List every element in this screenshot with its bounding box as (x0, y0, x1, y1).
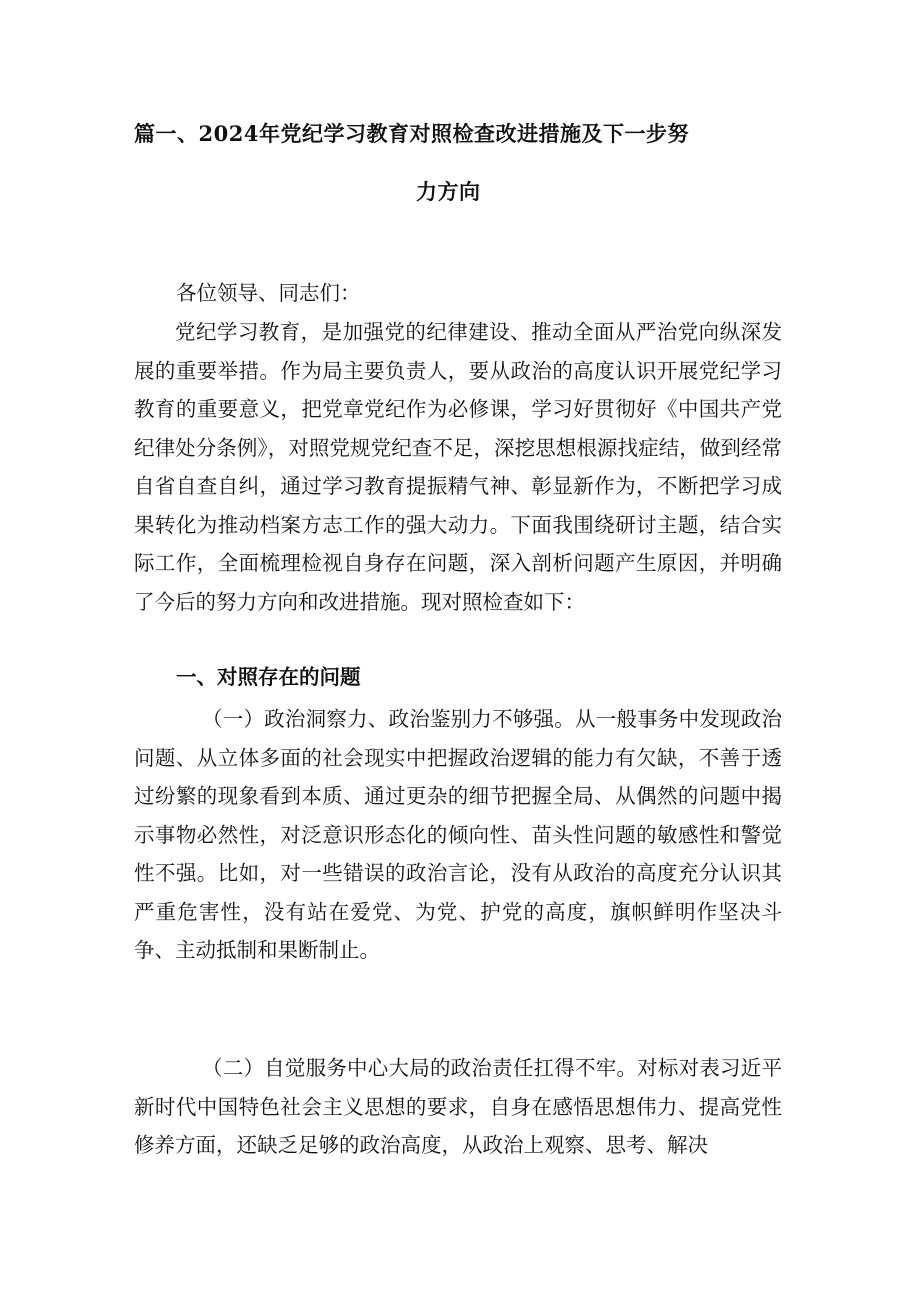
paragraph-problem-2: （二）自觉服务中心大局的政治责任扛得不牢。对标对表习近平新时代中国特色社会主义思想的要求，自身在感悟思想伟力、提高党性修养方面，还缺乏足够的政治高度，从政治上观察、思考、解决 (134, 1056, 782, 1157)
paragraph-problem-1: （一）政治洞察力、政治鉴别力不够强。从一般事务中发现政治问题、从立体多面的社会现实中把握政治逻辑的能力有欠缺，不善于透过纷繁的现象看到本质、通过更杂的细节把握全局、从偶然的问题中揭示事物必然性，对泛意识形态化的倾向性、苗头性问题的敏感性和警觉性不强。比如，对一些错误的政治言论，没有从政治的高度充分认识其严重危害性，没有站在爱党、为党、护党的高度，旗帜鲜明作坚决斗争、主动抵制和果断制止。 (134, 707, 782, 962)
document-title-line-1: 篇一、2024年党纪学习教育对照检查改进措施及下一步努 (134, 121, 689, 146)
greeting: 各位领导、同志们： (176, 281, 361, 305)
document-title-line-2: 力方向 (416, 179, 481, 204)
paragraph-intro: 党纪学习教育，是加强党的纪律建设、推动全面从严治党向纵深发展的重要举措。作为局主要负责人，要从政治的高度认识开展党纪学习教育的重要意义，把党章党纪作为必修课，学习好贯彻好《中国共产党纪律处分条例》，对照党规党纪查不足，深挖思想根源找症结，做到经常自省自查自纠，通过学习教育提振精气神、彰显新作为，不断把学习成果转化为推动档案方志工作的强大动力。下面我围绕研讨主题，结合实际工作，全面梳理检视自身存在问题，深入剖析问题产生原因，并明确了今后的努力方向和改进措施。现对照检查如下： (134, 320, 782, 614)
section-heading-problems: 一、对照存在的问题 (176, 665, 361, 689)
